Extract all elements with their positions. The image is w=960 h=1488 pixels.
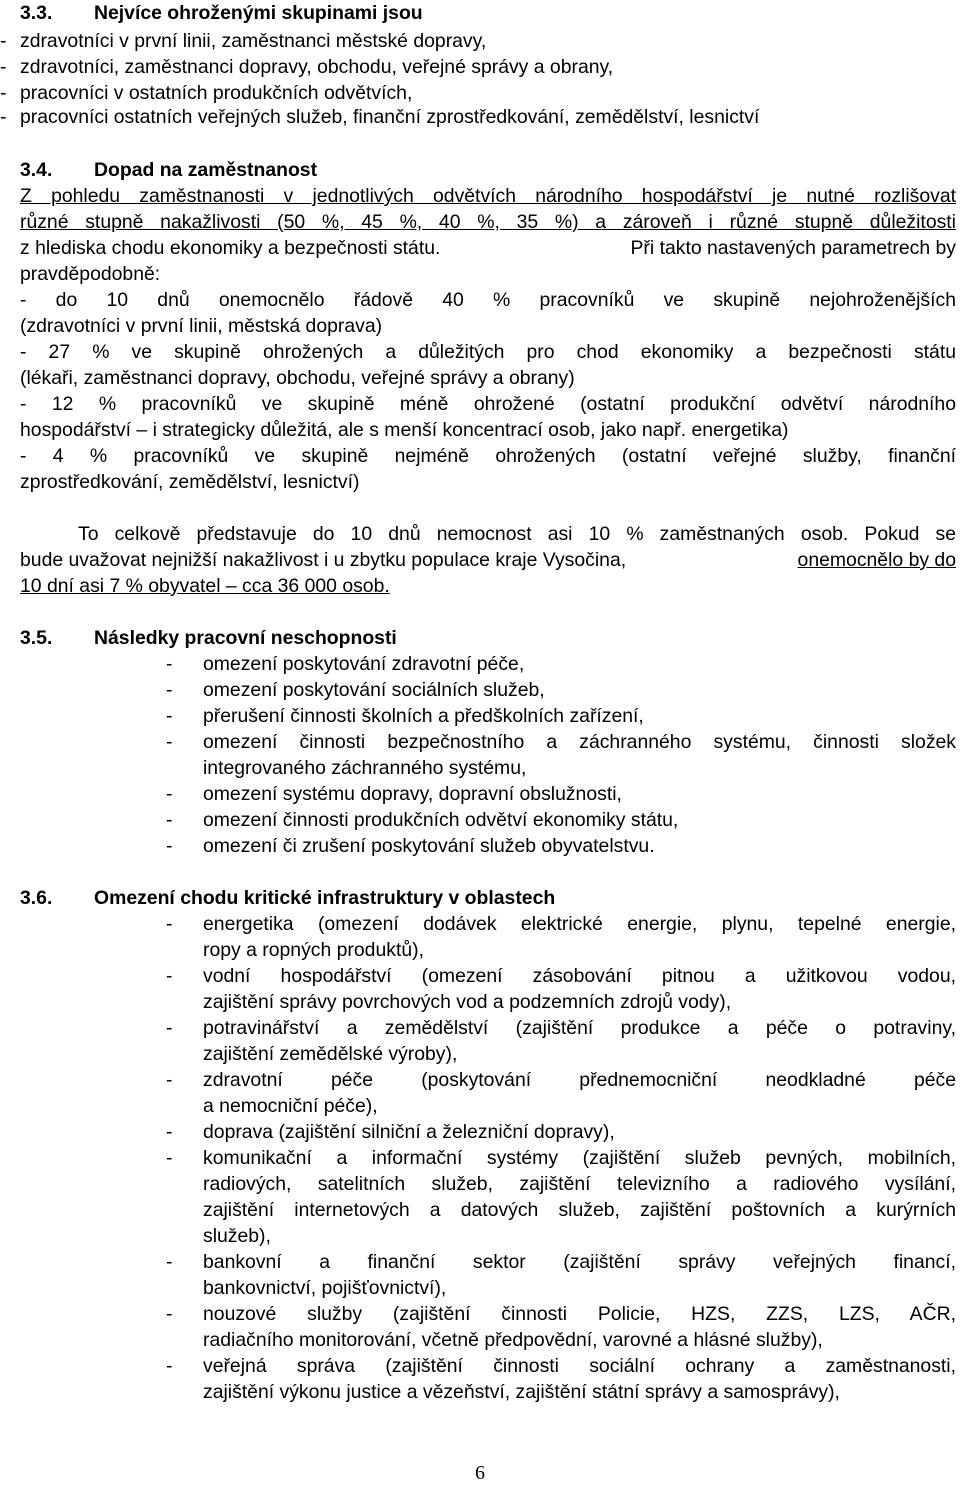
list-item: - pracovníci v ostatních produkčních odvětvích,: [0, 82, 413, 104]
list-item: doprava (zajištění silniční a železniční dopravy),: [203, 1121, 615, 1143]
list-item: - 27 % ve skupině ohrožených a důležitých pro chod ekonomiky a bezpečnosti státu: [20, 341, 956, 363]
paragraph-line: Z pohledu zaměstnanosti v jednotlivých odvětvích národního hospodářství je nutné rozlišovat: [20, 185, 956, 207]
bullet-dash: -: [166, 1147, 173, 1169]
list-item: zdravotní péče (poskytování přednemocniční neodkladné péče: [203, 1069, 956, 1091]
list-item-continuation: hospodářství – i strategicky důležitá, ale s menší koncentrací osob, jako např. energetika): [20, 419, 789, 441]
list-item-continuation: a nemocniční péče),: [203, 1095, 378, 1117]
list-item-continuation: radiových, satelitních služeb, zajištění televizního a radiového vysílání,: [203, 1173, 956, 1195]
paragraph-line: bude uvažovat nejnižší nakažlivost i u zbytku populace kraje Vysočina, onemocnělo by do: [20, 549, 956, 571]
list-item: - 12 % pracovníků ve skupině méně ohrožené (ostatní produkční odvětví národního: [20, 393, 956, 415]
section-title: Omezení chodu kritické infrastruktury v oblastech: [94, 887, 556, 909]
bullet-dash: -: [166, 1251, 173, 1273]
bullet-dash: -: [166, 731, 173, 753]
list-item: vodní hospodářství (omezení zásobování pitnou a užitkovou vodou,: [203, 965, 956, 987]
section-title: Nejvíce ohroženými skupinami jsou: [94, 2, 423, 24]
paragraph-line: pravděpodobně:: [20, 263, 161, 285]
list-item-continuation: zajištění internetových a datových služeb, zajištění poštovních a kurýrních: [203, 1199, 956, 1221]
bullet-dash: -: [166, 1017, 173, 1039]
list-item: omezení činnosti produkčních odvětví ekonomiky státu,: [203, 809, 679, 831]
list-item: energetika (omezení dodávek elektrické energie, plynu, tepelné energie,: [203, 913, 956, 935]
list-item-continuation: zajištění zemědělské výroby),: [203, 1043, 458, 1065]
bullet-dash: -: [166, 653, 173, 675]
bullet-dash: -: [166, 783, 173, 805]
list-item: - zdravotníci v první linii, zaměstnanci městské dopravy,: [0, 30, 487, 52]
bullet-dash: -: [166, 705, 173, 727]
list-item-continuation: bankovnictví, pojišťovnictví),: [203, 1277, 447, 1299]
list-item: - do 10 dnů onemocnělo řádově 40 % pracovníků ve skupině nejohroženějších: [20, 289, 956, 311]
list-item-continuation: zajištění správy povrchových vod a podzemních zdrojů vody),: [203, 991, 732, 1013]
section-heading-3-3: [20, 0, 423, 26]
bullet-dash: -: [166, 679, 173, 701]
bullet-dash: -: [166, 965, 173, 987]
bullet-dash: -: [166, 1121, 173, 1143]
list-item: omezení či zrušení poskytování služeb obyvatelstvu.: [203, 835, 655, 857]
list-item-continuation: zajištění výkonu justice a vězeňství, zajištění státní správy a samosprávy),: [203, 1381, 840, 1403]
section-title: Dopad na zaměstnanost: [94, 159, 318, 181]
list-item: omezení poskytování sociálních služeb,: [203, 679, 545, 701]
section-heading-3-6: [20, 885, 555, 911]
list-item-continuation: radiačního monitorování, včetně předpovědní, varovné a hlásné služby),: [203, 1329, 823, 1351]
section-title: Následky pracovní neschopnosti: [94, 627, 397, 649]
paragraph-line: 10 dní asi 7 % obyvatel – cca 36 000 osob.: [20, 575, 390, 597]
list-item: přerušení činnosti školních a předškolních zařízení,: [203, 705, 644, 727]
paragraph-line: z hlediska chodu ekonomiky a bezpečnosti státu. Při takto nastavených parametrech by: [20, 237, 956, 259]
list-item: omezení poskytování zdravotní péče,: [203, 653, 525, 675]
section-number: 3.5.: [20, 627, 53, 649]
list-item: nouzové služby (zajištění činnosti Policie, HZS, ZZS, LZS, AČR,: [203, 1303, 956, 1325]
list-item: omezení systému dopravy, dopravní obslužnosti,: [203, 783, 622, 805]
list-item: potravinářství a zemědělství (zajištění produkce a péče o potraviny,: [203, 1017, 956, 1039]
section-number: 3.4.: [20, 159, 53, 181]
bullet-dash: -: [166, 1303, 173, 1325]
list-item: omezení činnosti bezpečnostního a záchranného systému, činnosti složek: [203, 731, 956, 753]
section-heading-3-5: [20, 625, 397, 651]
section-heading-3-4: [20, 157, 317, 183]
section-number: 3.6.: [20, 887, 53, 909]
bullet-dash: -: [166, 809, 173, 831]
list-item-continuation: (lékaři, zaměstnanci dopravy, obchodu, veřejné správy a obrany): [20, 367, 575, 389]
list-item: bankovní a finanční sektor (zajištění správy veřejných financí,: [203, 1251, 956, 1273]
paragraph-line: různé stupně nakažlivosti (50 %, 45 %, 40 %, 35 %) a zároveň i různé stupně důležitosti: [20, 211, 956, 233]
paragraph-line: To celkově představuje do 10 dnů nemocnost asi 10 % zaměstnaných osob. Pokud se: [78, 523, 956, 545]
bullet-dash: -: [166, 913, 173, 935]
section-number: 3.3.: [20, 2, 53, 24]
list-item-continuation: (zdravotníci v první linii, městská doprava): [20, 315, 383, 337]
list-item: - pracovníci ostatních veřejných služeb, finanční zprostředkování, zemědělství, lesnictví: [0, 106, 760, 128]
bullet-dash: -: [166, 1355, 173, 1377]
list-item: - zdravotníci, zaměstnanci dopravy, obchodu, veřejné správy a obrany,: [0, 56, 614, 78]
list-item-continuation: ropy a ropných produktů),: [203, 939, 424, 961]
list-item: - 4 % pracovníků ve skupině nejméně ohrožených (ostatní veřejné služby, finanční: [20, 445, 956, 467]
page-number: 6: [475, 1462, 485, 1484]
list-item-continuation: integrovaného záchranného systému,: [203, 757, 527, 779]
list-item-continuation: zprostředkování, zemědělství, lesnictví): [20, 471, 360, 493]
bullet-dash: -: [166, 1069, 173, 1091]
list-item-continuation: služeb),: [203, 1225, 271, 1247]
list-item: komunikační a informační systémy (zajištění služeb pevných, mobilních,: [203, 1147, 956, 1169]
list-item: veřejná správa (zajištění činnosti sociální ochrany a zaměstnanosti,: [203, 1355, 956, 1377]
bullet-dash: -: [166, 835, 173, 857]
